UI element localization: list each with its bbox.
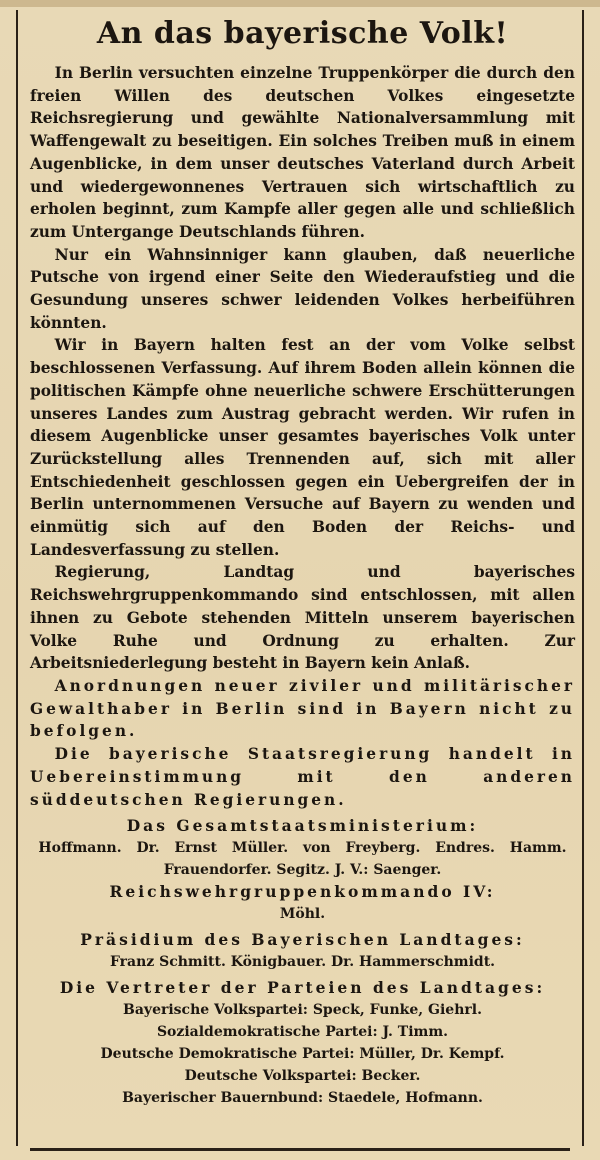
paragraph-constitution: Wir in Bayern halten fest an der vom Volke selbst beschlossenen Verfassung. Auf ihrem Boden allein können die politischen Kämpfe ohne neuerliche schwere Erschütterungen unseres Landes zum Austrag gebracht werden. Wir rufen in diesem Augenblicke unser gesamtes bayerisches Volk unter Zurückstellung alles Trennenden auf, sich mit aller Entschiedenheit geschlossen gegen ein Uebergreifen der in Berlin unternommenen Versuche auf Bayern zu wenden und einmütig sich auf den Boden der Reichs- und Landesverfassung zu stellen. bbox=[30, 336, 575, 559]
party-line: Bayerischer Bauernbund: Staedele, Hofmann. bbox=[122, 1090, 483, 1107]
presidium-heading: Präsidium des Bayerischen Landtages: bbox=[80, 930, 525, 950]
party-line: Sozialdemokratische Partei: J. Timm. bbox=[156, 1024, 449, 1041]
army-command-name: Möhl. bbox=[279, 906, 326, 923]
paragraph-berlin: In Berlin versuchten einzelne Truppenkörper die durch den freien Willen des deutschen Volkes eingesetzte Reichsregierung und gewählte Nationalversammlung mit Waffengewalt zu beseitigen. Ein solches Treiben muß in einem Augenblicke, in dem unser deutsches Vaterland durch Arbeit und wiedergewonnenes Vertrauen sich wirtschaftlich zu erholen beginnt, zum Kampfe aller gegen alle und schließlich zum Untergange Deutschlands führen. bbox=[30, 64, 575, 241]
headline: An das bayerische Volk! bbox=[96, 16, 509, 51]
paragraph-southern-governments: Die bayerische Staatsregierung handelt in Uebereinstimmung mit den anderen süddeutschen Regierungen. bbox=[30, 745, 575, 809]
party-line: Bayerische Volkspartei: Speck, Funke, Giehrl. bbox=[123, 1002, 482, 1019]
right-column-rule bbox=[582, 10, 584, 1146]
ministry-heading: Das Gesamtstaatsministerium: bbox=[126, 816, 479, 836]
top-border bbox=[0, 0, 600, 7]
proclamation bbox=[30, 12, 575, 1109]
ministry-names-line-1: Hoffmann. Dr. Ernst Müller. von Freyberg. Endres. Hamm. bbox=[38, 840, 567, 857]
ministry-names-line-2: Frauendorfer. Segitz. J. V.: Saenger. bbox=[163, 862, 442, 879]
paragraph-putsch: Nur ein Wahnsinniger kann glauben, daß neuerliche Putsche von irgend einer Seite den Wiederaufstieg und die Gesundung unseres schwer leidenden Volkes herbeiführen könnten. bbox=[30, 245, 575, 332]
parties-heading: Die Vertreter der Parteien des Landtages: bbox=[59, 978, 546, 998]
left-column-rule bbox=[16, 10, 18, 1146]
paragraph-order: Regierung, Landtag und bayerisches Reichswehrgruppenkommando sind entschlossen, mit allen ihnen zu Gebote stehenden Mitteln unserem bayerischen Volke Ruhe und Ordnung zu erhalten. Zur Arbeitsniederlegung besteht in Bayern kein Anlaß. bbox=[30, 563, 575, 673]
bottom-rule bbox=[30, 1148, 570, 1151]
party-line: Deutsche Demokratische Partei: Müller, Dr. Kempf. bbox=[100, 1046, 505, 1063]
paragraph-orders-not-followed: Anordnungen neuer ziviler und militärischer Gewalthaber in Berlin sind in Bayern nicht zu befolgen. bbox=[30, 676, 575, 741]
party-line: Deutsche Volkspartei: Becker. bbox=[184, 1068, 421, 1085]
presidium-names: Franz Schmitt. Königbauer. Dr. Hammerschmidt. bbox=[109, 954, 496, 971]
army-command-heading: Reichswehrgruppenkommando IV: bbox=[109, 882, 496, 902]
